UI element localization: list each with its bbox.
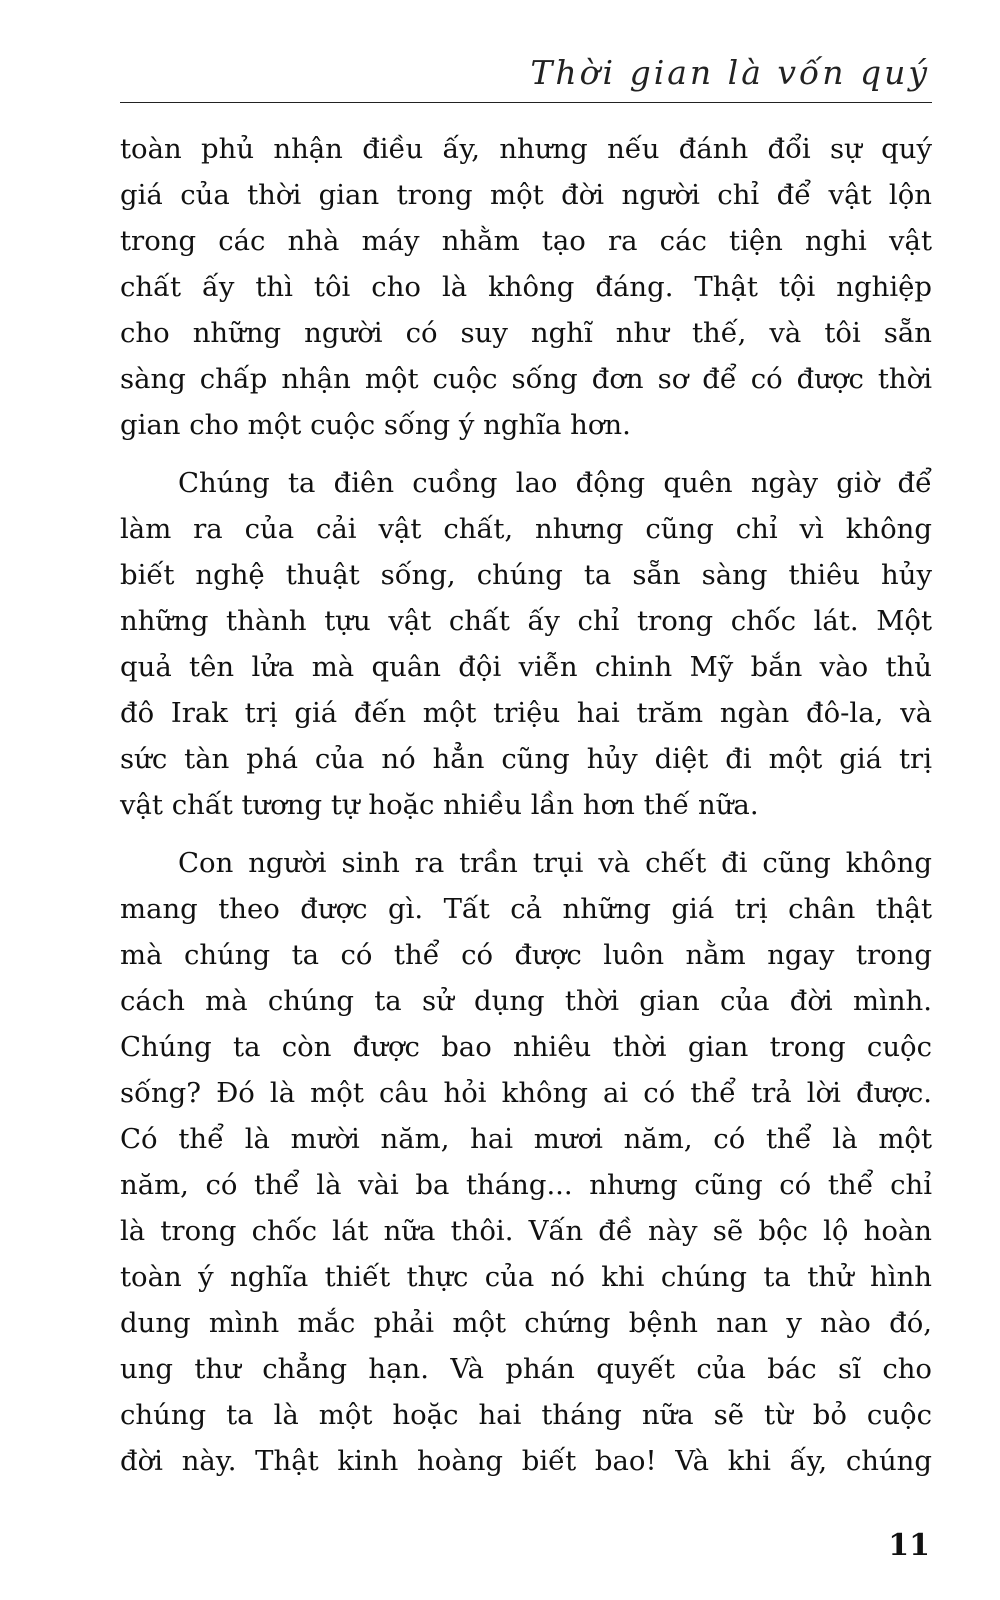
text-line: những thành tựu vật chất ấy chỉ trong chốc lát. Một	[120, 605, 932, 637]
text-line: Có thể là mười năm, hai mươi năm, có thể là một	[120, 1123, 932, 1155]
text-line: Con người sinh ra trần trụi và chết đi cũng không	[178, 847, 932, 879]
text-line: ung thư chẳng hạn. Và phán quyết của bác sĩ cho	[120, 1353, 932, 1385]
text-line: mang theo được gì. Tất cả những giá trị chân thật	[120, 893, 932, 925]
text-line: sống? Đó là một câu hỏi không ai có thể trả lời được.	[120, 1077, 932, 1109]
text-line: là trong chốc lát nữa thôi. Vấn đề này sẽ bộc lộ hoàn	[120, 1215, 932, 1247]
text-line: dung mình mắc phải một chứng bệnh nan y nào đó,	[120, 1307, 932, 1339]
text-line: chúng ta là một hoặc hai tháng nữa sẽ từ bỏ cuộc	[120, 1399, 932, 1431]
text-line: chất ấy thì tôi cho là không đáng. Thật tội nghiệp	[120, 271, 932, 303]
text-line: cách mà chúng ta sử dụng thời gian của đời mình.	[120, 985, 932, 1017]
body-text	[120, 126, 932, 1484]
text-line: đời này. Thật kinh hoàng biết bao! Và khi ấy, chúng	[120, 1445, 932, 1477]
paragraph	[120, 460, 932, 828]
text-line: toàn phủ nhận điều ấy, nhưng nếu đánh đổi sự quý	[120, 133, 932, 165]
running-header	[120, 48, 932, 103]
text-line: gian cho một cuộc sống ý nghĩa hơn.	[120, 409, 631, 441]
text-line: năm, có thể là vài ba tháng... nhưng cũng có thể chỉ	[120, 1169, 932, 1201]
text-line: Chúng ta điên cuồng lao động quên ngày giờ để	[178, 467, 932, 499]
text-line: giá của thời gian trong một đời người chỉ để vật lộn	[120, 179, 932, 211]
text-line: cho những người có suy nghĩ như thế, và tôi sẵn	[120, 317, 932, 349]
paragraph	[120, 126, 932, 448]
text-line: toàn ý nghĩa thiết thực của nó khi chúng ta thử hình	[120, 1261, 932, 1293]
text-line: quả tên lửa mà quân đội viễn chinh Mỹ bắn vào thủ	[120, 651, 932, 683]
text-line: biết nghệ thuật sống, chúng ta sẵn sàng thiêu hủy	[120, 559, 932, 591]
text-line: đô Irak trị giá đến một triệu hai trăm ngàn đô-la, và	[120, 697, 932, 729]
paragraph	[120, 840, 932, 1484]
text-line: sức tàn phá của nó hẳn cũng hủy diệt đi một giá trị	[120, 743, 932, 775]
text-line: Chúng ta còn được bao nhiêu thời gian trong cuộc	[120, 1031, 932, 1063]
text-line: trong các nhà máy nhằm tạo ra các tiện nghi vật	[120, 225, 932, 257]
running-title: Thời gian là vốn quý	[530, 53, 930, 92]
text-line: mà chúng ta có thể có được luôn nằm ngay trong	[120, 939, 932, 971]
text-line: sàng chấp nhận một cuộc sống đơn sơ để có được thời	[120, 363, 932, 395]
text-line: vật chất tương tự hoặc nhiều lần hơn thế nữa.	[120, 789, 759, 821]
text-line: làm ra của cải vật chất, nhưng cũng chỉ vì không	[120, 513, 932, 545]
page-number: 11	[888, 1528, 930, 1563]
